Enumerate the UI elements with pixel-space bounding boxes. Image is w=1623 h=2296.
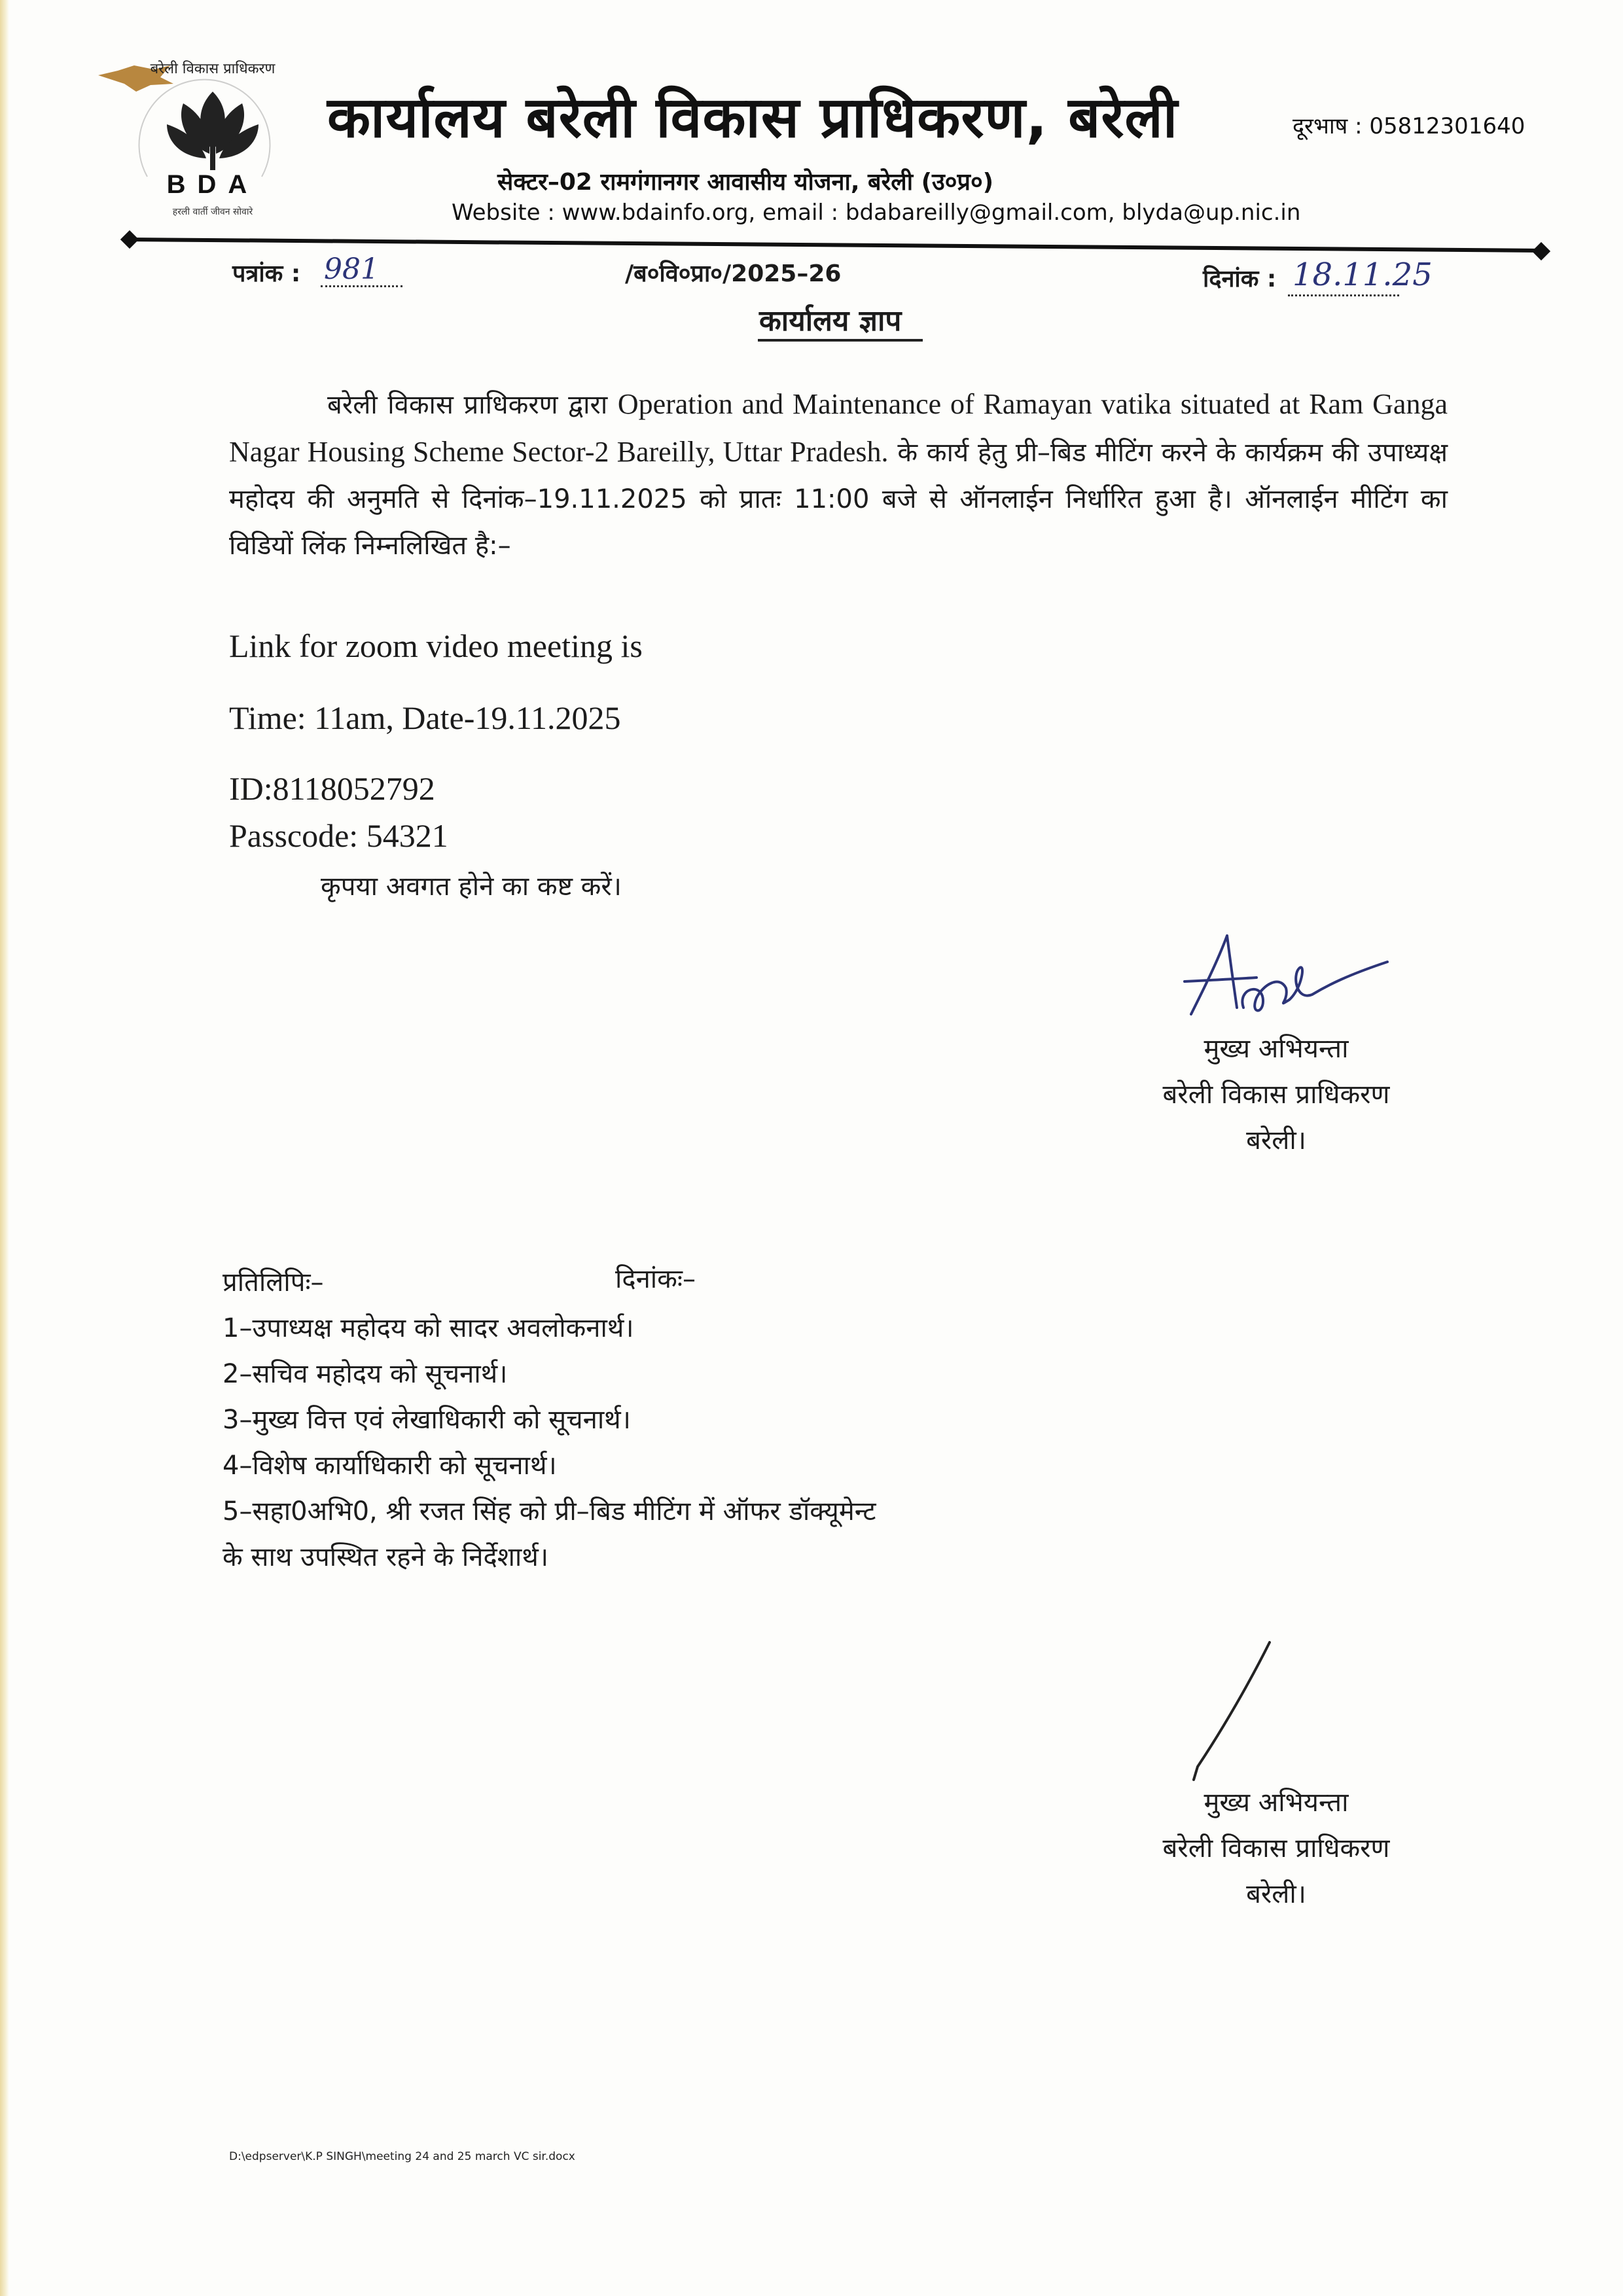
date-value: 18.11.25 — [1293, 256, 1433, 293]
signature-1-place: बरेली। — [1246, 1125, 1306, 1156]
meeting-id-line: ID:8118052792 — [229, 770, 435, 807]
request-line: कृपया अवगत होने का कष्ट करें। — [321, 872, 622, 902]
logo-ring-text: बरेली विकास प्राधिकरण — [150, 61, 276, 77]
reference-code: /ब०वि०प्रा०/2025–26 — [625, 260, 842, 287]
signature-1-block — [1106, 1026, 1446, 1163]
date-label: दिनांक : — [1203, 266, 1277, 292]
signature-2-designation: मुख्य अभियन्ता — [1204, 1788, 1349, 1818]
document-type-underline — [758, 339, 923, 342]
copy-item-5-cont: के साथ उपस्थित रहने के निर्देशार्थ। — [223, 1542, 548, 1572]
patrank-dotted-line — [321, 285, 402, 287]
meeting-passcode-line: Passcode: 54321 — [229, 817, 448, 854]
signature-1-organization: बरेली विकास प्राधिकरण — [1162, 1080, 1390, 1110]
zoom-link-line: Link for zoom video meeting is — [229, 627, 643, 664]
meeting-time-line: Time: 11am, Date-19.11.2025 — [229, 699, 621, 736]
contact-info: Website : www.bdainfo.org, email : bdabareilly@gmail.com, blyda@up.nic.in — [452, 200, 1301, 226]
body-part-3: के कार्य हेतु प्री–बिड मीटिंग करने के कार्यक्रम की उपाध्यक्ष महोदय की अनुमति से दिनांक–19.11.2025 को प्रातः 11:00 बजे से ऑनलाईन निर्धारित हुआ है। ऑनलाईन मीटिंग का विडियों लिंक निम्नलिखित है:– — [229, 438, 1448, 561]
rule-end-right — [1532, 242, 1550, 260]
signature-1-designation: मुख्य अभियन्ता — [1204, 1034, 1349, 1064]
copy-item-1: 1–उपाध्यक्ष महोदय को सादर अवलोकनार्थ। — [223, 1313, 634, 1343]
page-edge-shadow — [0, 0, 9, 2296]
signature-2-place: बरेली। — [1246, 1879, 1306, 1909]
body-paragraph — [229, 381, 1448, 569]
bda-logo — [98, 46, 314, 222]
phone-number: दूरभाष : 05812301640 — [1293, 113, 1525, 139]
copy-heading: प्रतिलिपिः– — [223, 1267, 324, 1298]
patrank-number: 981 — [324, 253, 379, 286]
copy-item-5: 5–सहा0अभि0, श्री रजत सिंह को प्री–बिड मीटिंग में ऑफर डॉक्यूमेन्ट — [223, 1496, 876, 1527]
leaf-emblem-icon — [167, 92, 259, 170]
logo-text: BDA — [166, 170, 259, 199]
copy-date-label: दिनांकः– — [615, 1264, 696, 1294]
body-part-1: बरेली विकास प्राधिकरण द्वारा — [327, 390, 618, 420]
office-title: कार्यालय बरेली विकास प्राधिकरण, बरेली — [327, 85, 1179, 150]
copy-to-list — [223, 1260, 876, 1580]
signature-2 — [1185, 1636, 1315, 1786]
header-divider — [130, 238, 1543, 253]
office-address: सेक्टर–02 रामगंगानगर आवासीय योजना, बरेली (उ०प्र०) — [497, 169, 994, 196]
document-type: कार्यालय ज्ञाप — [759, 304, 902, 338]
signature-1 — [1165, 923, 1407, 1027]
patrank-label: पत्रांक : — [232, 260, 301, 287]
date-dotted-line — [1288, 294, 1399, 296]
copy-item-3: 3–मुख्य वित्त एवं लेखाधिकारी को सूचनार्थ। — [223, 1405, 631, 1435]
copy-item-2: 2–सचिव महोदय को सूचनार्थ। — [223, 1359, 508, 1389]
signature-2-organization: बरेली विकास प्राधिकरण — [1162, 1833, 1390, 1863]
logo-motto: हरली वार्ती जीवन सोवारे — [172, 207, 253, 217]
copy-item-4: 4–विशेष कार्याधिकारी को सूचनार्थ। — [223, 1451, 557, 1481]
file-path-footer: D:\edpserver\K.P SINGH\meeting 24 and 25 march VC sir.docx — [229, 2150, 575, 2163]
signature-2-block — [1106, 1780, 1446, 1917]
body-project-name: Operation and Maintenance of Ramayan vatika situated at Ram Ganga Nagar Housing Scheme Sector-2 Bareilly, Uttar Pradesh. — [229, 388, 1448, 468]
